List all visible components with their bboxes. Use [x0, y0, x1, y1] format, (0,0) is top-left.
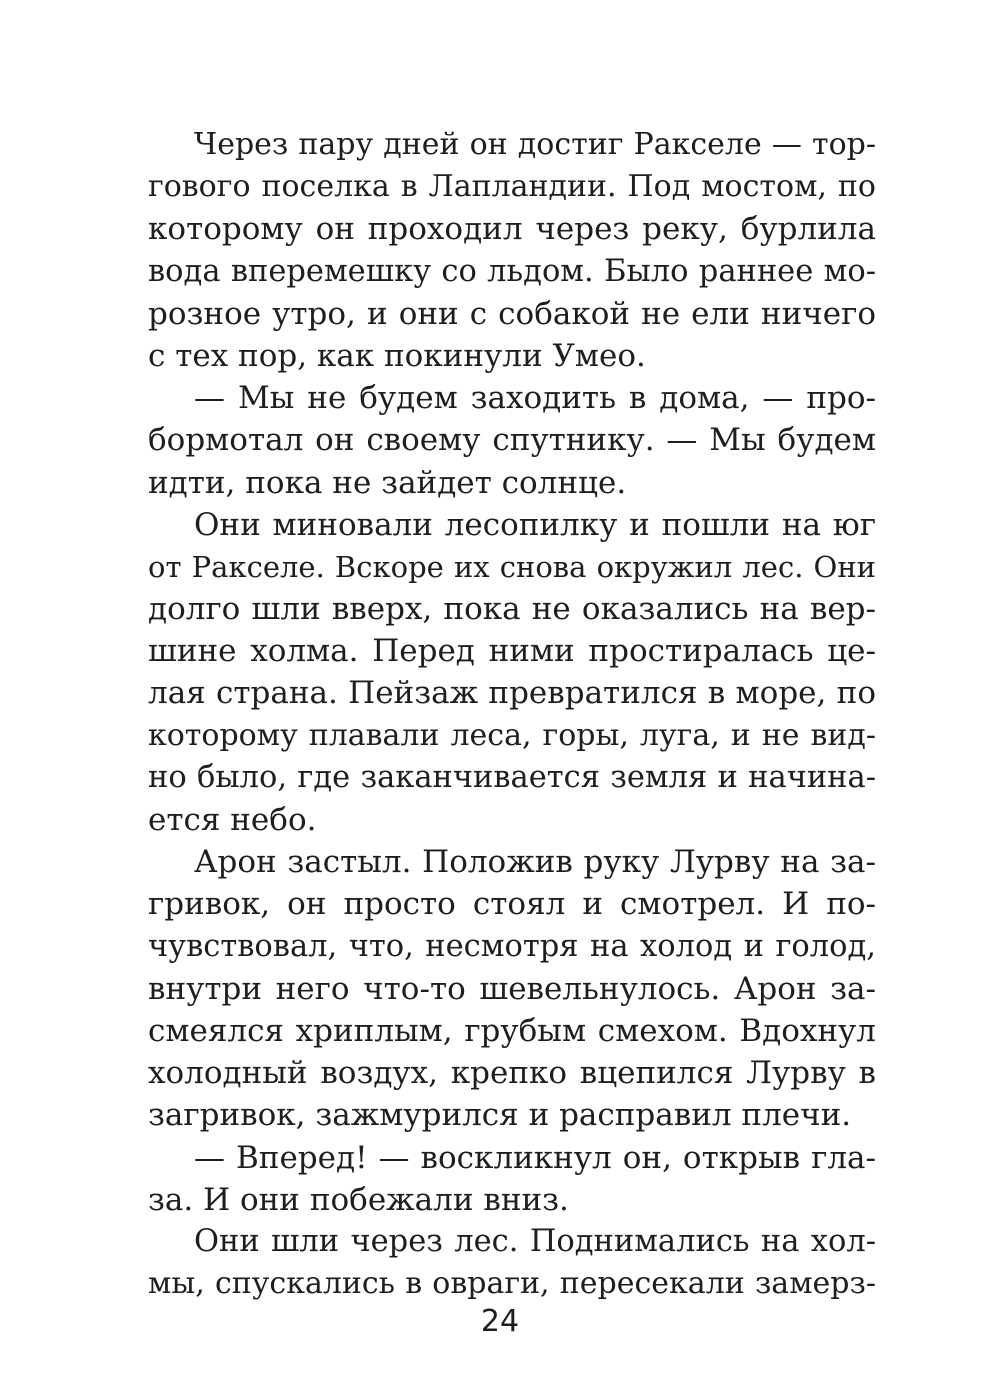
text-line: которому плавали леса, горы, луга, и не вид- — [148, 717, 876, 753]
text-line: вода вперемешку со льдом. Было раннее мо- — [148, 253, 876, 289]
text-line: бормотал он своему спутнику. — Мы будем — [148, 422, 876, 459]
text-line: за. И они побежали вниз. — [148, 1181, 569, 1218]
text-line: загривок, зажмурился и расправил плечи. — [148, 1097, 852, 1134]
text-line: гового поселка в Лапландии. Под мостом, по — [148, 169, 876, 205]
text-line: Они миновали лесопилку и пошли на юг — [194, 506, 876, 543]
text-line: Они шли через лес. Поднимались на хол- — [194, 1223, 876, 1259]
text-line: с тех пор, как покинули Умео. — [148, 337, 646, 374]
text-line: холодный воздух, крепко вцепился Лурву в — [148, 1055, 876, 1092]
text-line: от Ракселе. Вскоре их снова окружил лес. Они — [148, 549, 876, 584]
text-line: ется небо. — [148, 802, 317, 838]
text-line: которому он проходил через реку, бурлила — [148, 211, 876, 248]
text-line: — Вперед! — воскликнул он, открыв гла- — [194, 1139, 876, 1176]
text-line: долго шли вверх, пока не оказались на вер- — [148, 591, 876, 628]
text-line: Через пару дней он достиг Ракселе — тор- — [194, 127, 876, 162]
text-line: шине холма. Перед ними простиралась це- — [148, 633, 876, 670]
text-line: — Мы не будем заходить в дома, — про- — [194, 380, 876, 417]
text-line: смеялся хриплым, грубым смехом. Вдохнул — [148, 1012, 876, 1049]
text-line: гривок, он просто стоял и смотрел. И по- — [148, 886, 876, 923]
text-line: Арон застыл. Положив руку Лурву на за- — [194, 844, 876, 881]
body-text — [148, 124, 876, 1305]
page-number: 24 — [480, 1304, 520, 1339]
text-line: розное утро, и они с собакой не ели ничего — [148, 295, 876, 332]
text-line: лая страна. Пейзаж превратился в море, по — [148, 675, 876, 712]
text-line: мы, спускались в овраги, пересекали замерз- — [148, 1266, 876, 1302]
text-line: внутри него что-то шевельнулось. Арон за- — [148, 970, 876, 1007]
text-line: но было, где заканчивается земля и начина- — [148, 759, 876, 795]
text-line: идти, пока не зайдет солнце. — [148, 464, 627, 501]
text-line: чувствовал, что, несмотря на холод и голод, — [148, 928, 876, 964]
